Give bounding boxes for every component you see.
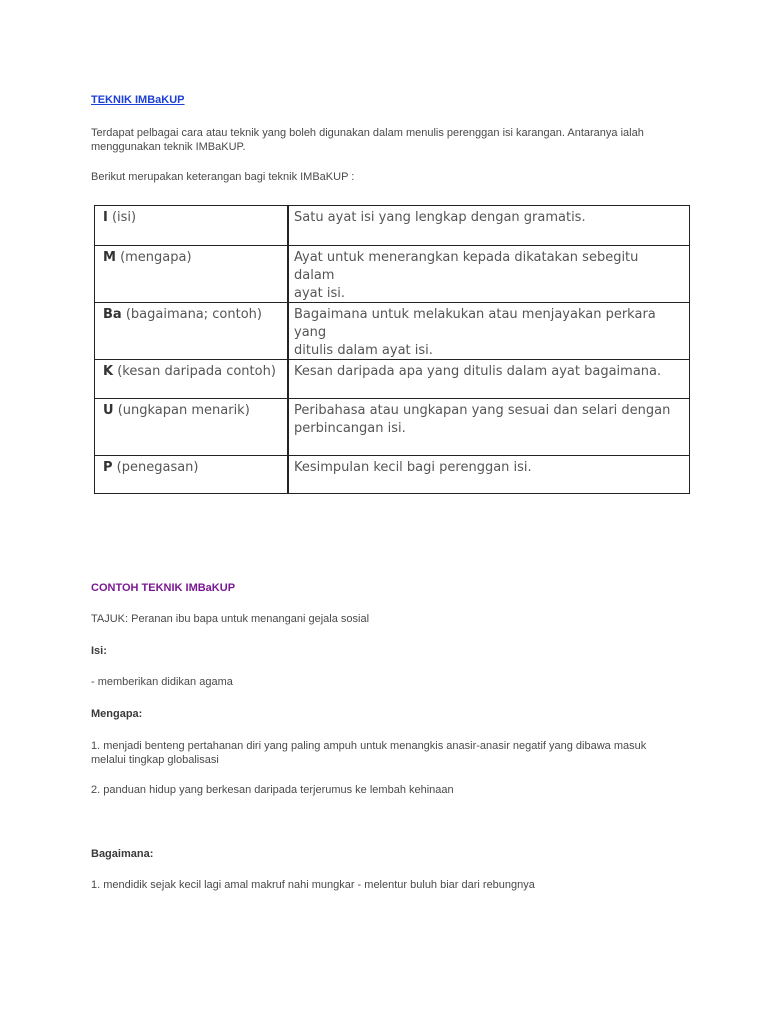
intro-paragraph-1-line-1: Terdapat pelbagai cara atau teknik yang boleh digunakan dalam menulis perenggan isi karangan. Antaranya ialah — [91, 127, 644, 139]
table-cell-description: Peribahasa atau ungkapan yang sesuai dan selari dengan perbincangan isi. — [294, 403, 671, 436]
mengapa-item-2: 2. panduan hidup yang berkesan daripada terjerumus ke lembah kehinaan — [91, 784, 454, 796]
table-cell-description: Kesan daripada apa yang ditulis dalam ayat bagaimana. — [294, 364, 662, 379]
table-row — [95, 360, 689, 399]
table-row — [95, 206, 689, 246]
table-cell-key: U (ungkapan menarik) — [103, 403, 250, 418]
mengapa-label: Mengapa: — [91, 708, 143, 720]
table-cell-key: P (penegasan) — [103, 460, 199, 475]
bagaimana-label: Bagaimana: — [91, 848, 154, 860]
intro-paragraph-1-line-2: menggunakan teknik IMBaKUP. — [91, 141, 246, 153]
table-cell-key: I (isi) — [103, 210, 137, 225]
tajuk-text: TAJUK: Peranan ibu bapa untuk menangani gejala sosial — [91, 613, 370, 625]
table-row — [95, 246, 689, 303]
table-cell-key: K (kesan daripada contoh) — [103, 364, 276, 379]
table-cell-description: Kesimpulan kecil bagi perenggan isi. — [294, 460, 532, 475]
title-link[interactable]: TEKNIK IMBaKUP — [91, 94, 185, 106]
table-cell-key: Ba (bagaimana; contoh) — [103, 307, 262, 322]
table-cell-description: Satu ayat isi yang lengkap dengan gramatis. — [294, 210, 586, 225]
intro-paragraph-1 — [91, 126, 644, 154]
section-title: CONTOH TEKNIK IMBaKUP — [91, 582, 236, 594]
table-cell-key: M (mengapa) — [103, 250, 192, 265]
table-row — [95, 399, 689, 456]
isi-item: - memberikan didikan agama — [91, 676, 233, 688]
table-row — [95, 456, 689, 493]
mengapa-item-1: 1. menjadi benteng pertahanan diri yang paling ampuh untuk menangkis anasir-anasir negatif yang dibawa masuk melalui tingkap globalisasi — [91, 740, 647, 766]
isi-label: Isi: — [91, 645, 107, 657]
imbakup-table — [94, 205, 690, 494]
bagaimana-item-1: 1. mendidik sejak kecil lagi amal makruf nahi mungkar - melentur buluh biar dari rebungnya — [91, 879, 535, 891]
table-cell-description: Ayat untuk menerangkan kepada dikatakan sebegitu dalam ayat isi. — [294, 250, 639, 301]
intro-paragraph-2: Berikut merupakan keterangan bagi teknik IMBaKUP : — [91, 171, 355, 183]
table-row — [95, 303, 689, 360]
table-cell-description: Bagaimana untuk melakukan atau menjayakan perkara yang ditulis dalam ayat isi. — [294, 307, 656, 358]
